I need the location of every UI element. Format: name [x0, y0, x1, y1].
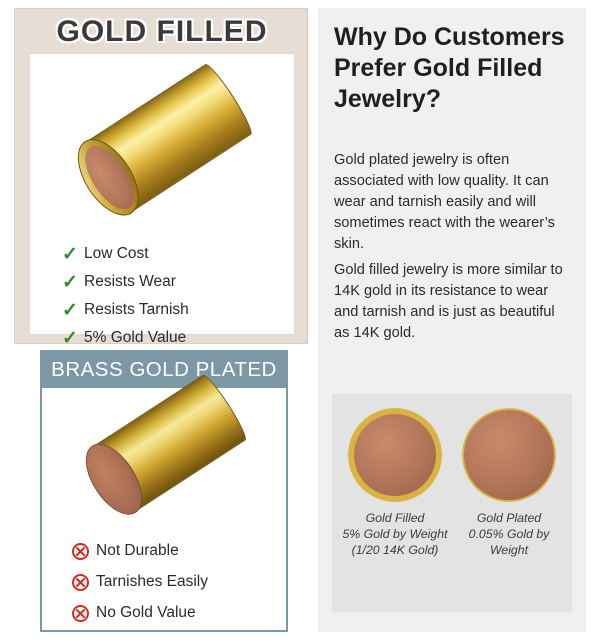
brass-gold-plated-title: BRASS GOLD PLATED	[51, 358, 277, 381]
brass-drawback-list	[72, 538, 272, 631]
gold-filled-cross-section	[348, 408, 442, 502]
list-item	[62, 270, 272, 294]
explanation-panel	[318, 8, 586, 632]
comparison-gold-plated	[454, 408, 564, 558]
gold-filled-card	[29, 53, 295, 349]
benefit-label: Resists Tarnish	[84, 301, 189, 318]
list-item	[62, 242, 272, 266]
body-paragraph-2: Gold filled jewelry is more similar to 14K gold in its resistance to wear and tarnish and is just as beautiful as 14K gold.	[334, 262, 563, 341]
check-icon: ✓	[62, 243, 78, 265]
gold-layer-ring	[462, 408, 556, 502]
gold-filled-cylinder-illustration	[66, 58, 284, 261]
brass-title-bar	[42, 352, 286, 388]
benefit-label: Resists Wear	[84, 273, 176, 290]
benefit-label: 5% Gold Value	[84, 329, 187, 346]
list-item	[72, 569, 272, 595]
drawback-label: Tarnishes Easily	[96, 573, 208, 590]
brass-gold-plated-panel	[40, 350, 288, 632]
x-circle-icon	[72, 574, 96, 591]
body-paragraph-1: Gold plated jewelry is often associated with low quality. It can wear and tarnish easily and will sometimes react with the wearer’s skin.	[334, 152, 555, 252]
gold-plated-cross-section	[462, 408, 556, 502]
gold-filled-title-wrap	[15, 15, 309, 49]
page-title: Why Do Customers Prefer Gold Filled Jewelry?	[334, 23, 565, 113]
list-item	[62, 326, 272, 350]
drawback-label: Not Durable	[96, 542, 179, 559]
x-circle-icon	[72, 605, 96, 622]
gold-filled-benefit-list	[62, 242, 272, 354]
comparison-caption: Gold Plated 0.05% Gold by Weight	[468, 511, 550, 557]
gold-filled-panel	[14, 8, 308, 349]
check-icon: ✓	[62, 327, 78, 349]
x-circle-icon	[72, 543, 96, 560]
gold-layer-ring	[348, 408, 442, 502]
comparison-box	[332, 394, 572, 612]
check-icon: ✓	[62, 299, 78, 321]
comparison-caption: Gold Filled 5% Gold by Weight (1/20 14K Gold)	[342, 511, 448, 557]
gold-filled-title: GOLD FILLED	[56, 15, 268, 48]
drawback-label: No Gold Value	[96, 604, 196, 621]
list-item	[62, 298, 272, 322]
benefit-label: Low Cost	[84, 245, 149, 262]
brass-gold-plated-cylinder-illustration	[75, 365, 283, 558]
list-item	[72, 538, 272, 564]
comparison-gold-filled	[340, 408, 450, 558]
check-icon: ✓	[62, 271, 78, 293]
list-item	[72, 600, 272, 626]
